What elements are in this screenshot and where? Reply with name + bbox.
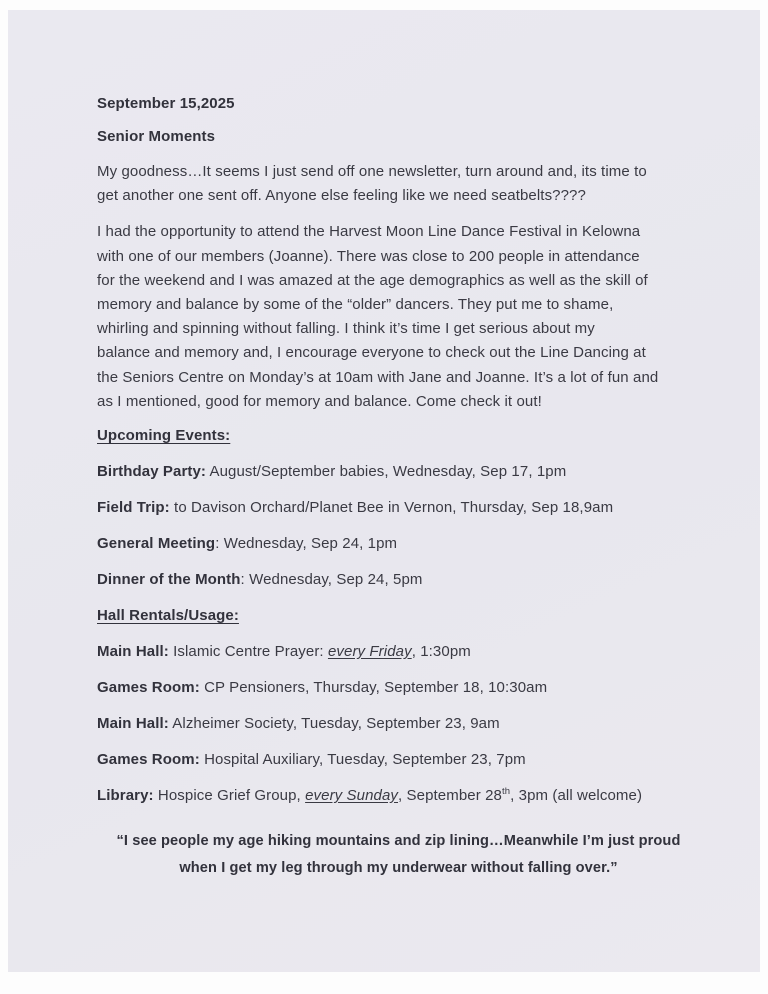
text-line: for the weekend and I was amazed at the age demographics as well as the skill of <box>97 271 648 289</box>
event-text: August/September babies, Wednesday, Sep 17, 1pm <box>206 463 567 481</box>
event-label: Games Room: <box>97 751 200 769</box>
event-line <box>97 462 700 482</box>
event-text: , September 28 <box>398 787 502 805</box>
text-line: as I mentioned, good for memory and balance. Come check it out! <box>97 392 542 410</box>
body-paragraph <box>97 160 700 208</box>
event-text: every Sunday <box>305 787 399 805</box>
text-line: memory and balance by some of the “older” dancers. They put me to shame, <box>97 296 614 314</box>
event-label: Dinner of the Month <box>97 571 241 589</box>
event-label: Main Hall: <box>97 643 169 661</box>
closing-quote <box>97 828 700 882</box>
event-text: th <box>501 786 511 798</box>
event-text: Alzheimer Society, Tuesday, September 23, 9am <box>168 715 500 733</box>
section-heading: Upcoming Events: <box>97 427 231 445</box>
event-line <box>97 786 700 806</box>
event-line <box>97 714 700 734</box>
event-text: : Wednesday, Sep 24, 5pm <box>240 571 423 589</box>
newsletter-title: Senior Moments <box>97 128 216 145</box>
event-text: , 3pm (all welcome) <box>510 787 643 805</box>
text-line: balance and memory and, I encourage everyone to check out the Line Dancing at <box>97 344 646 362</box>
event-label: Birthday Party: <box>97 463 207 481</box>
event-label: Main Hall: <box>97 715 169 733</box>
event-text: , 1:30pm <box>411 643 471 661</box>
newsletter-content <box>97 94 700 882</box>
event-line <box>97 750 700 770</box>
date-line: September 15,2025 <box>97 95 235 112</box>
event-line <box>97 498 700 518</box>
event-label: Games Room: <box>97 679 200 697</box>
event-text: every Friday <box>327 643 412 661</box>
event-label: General Meeting <box>97 535 216 553</box>
event-line <box>97 678 700 698</box>
event-line <box>97 642 700 662</box>
event-label: Library: <box>97 787 154 805</box>
event-label: Field Trip: <box>97 499 170 517</box>
event-text: Hospice Grief Group, <box>153 787 306 805</box>
text-line: My goodness…It seems I just send off one newsletter, turn around and, its time to <box>97 163 647 180</box>
event-text: Hospital Auxiliary, Tuesday, September 23, 7pm <box>199 751 526 769</box>
section-heading: Hall Rentals/Usage: <box>97 607 239 625</box>
text-line: whirling and spinning without falling. I think it’s time I get serious about my <box>97 320 595 338</box>
event-line <box>97 570 700 590</box>
body-paragraph <box>97 220 700 414</box>
text-line: get another one sent off. Anyone else feeling like we need seatbelts???? <box>97 187 586 205</box>
event-text: CP Pensioners, Thursday, September 18, 10:30am <box>199 679 548 697</box>
text-line: the Seniors Centre on Monday’s at 10am with Jane and Joanne. It’s a lot of fun and <box>97 368 659 386</box>
text-line: “I see people my age hiking mountains and zip lining…Meanwhile I’m just proud <box>116 833 681 850</box>
event-text: Islamic Centre Prayer: <box>168 643 328 661</box>
event-line <box>97 534 700 554</box>
scanned-page <box>8 10 760 972</box>
event-text: : Wednesday, Sep 24, 1pm <box>215 535 398 553</box>
text-line: when I get my leg through my underwear without falling over.” <box>179 860 618 877</box>
text-line: I had the opportunity to attend the Harvest Moon Line Dance Festival in Kelowna <box>97 223 641 241</box>
text-line: with one of our members (Joanne). There was close to 200 people in attendance <box>97 247 640 265</box>
event-text: to Davison Orchard/Planet Bee in Vernon, Thursday, Sep 18,9am <box>169 499 614 517</box>
